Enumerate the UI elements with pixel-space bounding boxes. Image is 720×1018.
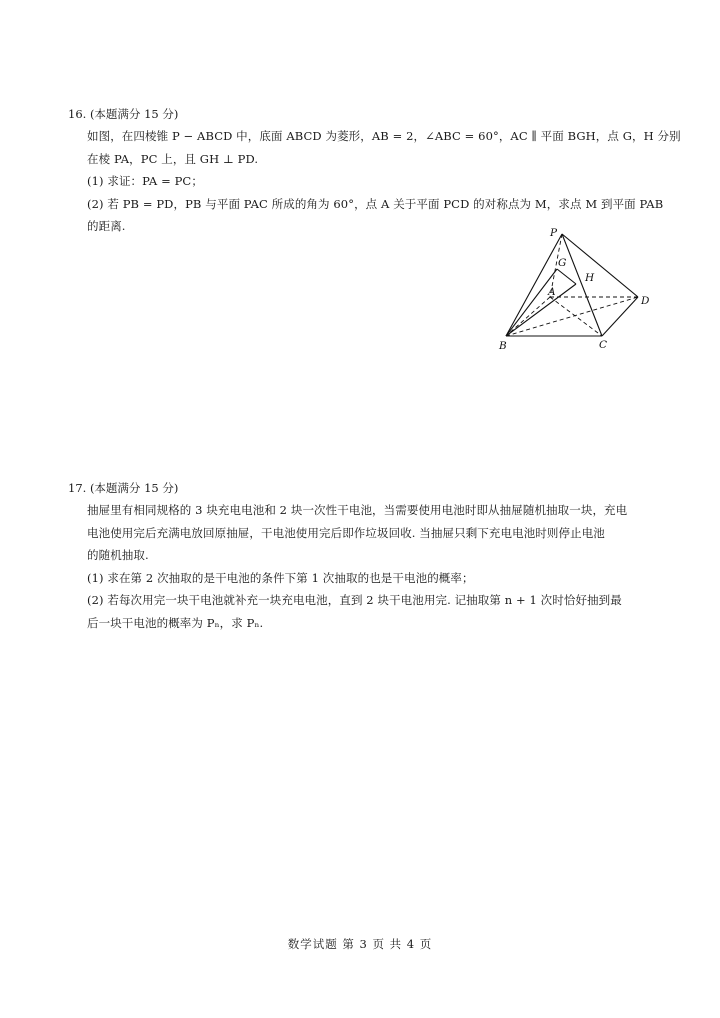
edge-AB [506, 297, 550, 336]
problem-16-line-1: 如图，在四棱锥 P − ABCD 中，底面 ABCD 为菱形，AB = 2，∠ABC = 60°，AC ∥ 平面 BGH，点 G，H 分别 [87, 129, 681, 143]
edge-GH [557, 269, 576, 284]
edge-BD [506, 297, 638, 336]
problem-17-line-3: 的随机抽取. [87, 548, 149, 562]
problem-17-line-4: (1) 求在第 2 次抽取的是干电池的条件下第 1 次抽取的也是干电池的概率； [87, 570, 474, 585]
label-D: D [641, 295, 650, 307]
problem-16-line-4: (2) 若 PB = PD，PB 与平面 PAC 所成的角为 60°，点 A 关于平面 PCD 的对称点为 M，求点 M 到平面 PAB [87, 196, 664, 211]
problem-16-heading: 16. (本题满分 15 分) [68, 107, 179, 121]
problem-16-line-5: 的距离. [87, 219, 126, 233]
label-A: A [548, 286, 556, 298]
label-G: G [558, 257, 567, 269]
label-H: H [585, 272, 595, 284]
problem-17-line-5: (2) 若每次用完一块干电池就补充一块充电电池，直到 2 块干电池用完. 记抽取第 n + 1 次时恰好抽到最 [87, 593, 622, 607]
edge-PC [562, 234, 602, 336]
problem-17-heading: 17. (本题满分 15 分) [68, 481, 179, 495]
problem-16-line-3: (1) 求证：PA = PC； [87, 174, 203, 188]
edge-BH [506, 284, 576, 336]
edge-PB [506, 234, 562, 336]
edge-BG [506, 269, 557, 336]
pyramid-figure [490, 222, 660, 352]
problem-16 [68, 104, 681, 238]
label-C: C [599, 339, 608, 351]
problem-17-line-6: 后一块干电池的概率为 Pₙ，求 Pₙ. [87, 615, 264, 630]
problem-17 [68, 478, 668, 634]
problem-17-line-2: 电池使用完后充满电放回原抽屉，干电池使用完后即作垃圾回收. 当抽屉只剩下充电电池时则停止电池 [87, 525, 605, 540]
edge-PD [562, 234, 638, 297]
label-B: B [499, 340, 507, 352]
problem-17-line-1: 抽屉里有相同规格的 3 块充电电池和 2 块一次性干电池，当需要使用电池时即从抽屉随机抽取一块，充电 [87, 503, 628, 517]
page-footer: 数学试题 第 3 页 共 4 页 [287, 937, 433, 951]
label-P: P [550, 227, 558, 239]
problem-16-line-2: 在棱 PA，PC 上，且 GH ⊥ PD. [87, 151, 259, 166]
edge-CD [602, 297, 638, 336]
